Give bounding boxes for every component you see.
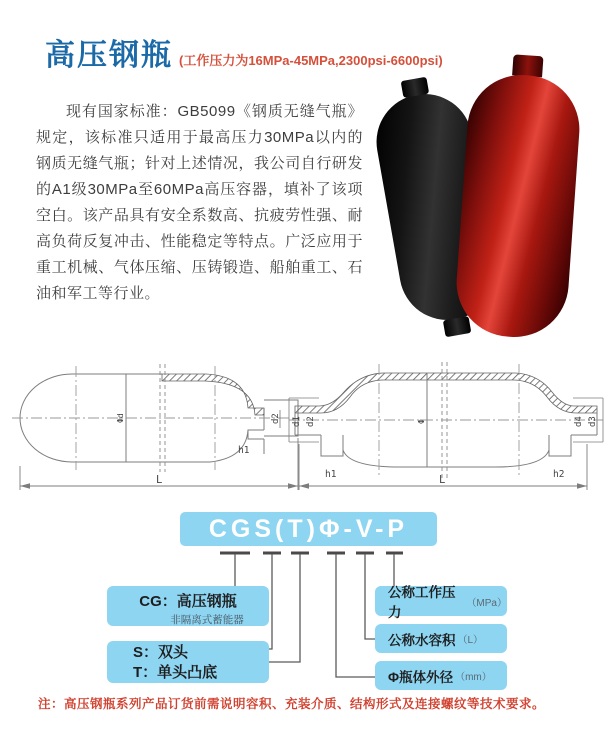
- red-cylinder-top-neck: [512, 54, 543, 77]
- dim-label-length: L: [156, 474, 163, 486]
- model-code-box: CGS(T)Φ-V-P: [180, 512, 437, 546]
- legend-volume-unit: （L）: [457, 635, 484, 646]
- dim-label-h1: h1: [325, 469, 337, 480]
- product-photo: [370, 55, 610, 355]
- intro-paragraph: 现有国家标准：GB5099《钢质无缝气瓶》规定，该标准只适用于最高压力30MPa以内的钢质无缝气瓶；针对上述情况，我公司自行研发的A1级30MPa至60MPa高压容器，填补了该项空白。该产品具有安全系数高、抗疲劳性强、耐高负荷反复冲击、性能稳定等特点。广泛应用于重工机械、气体压缩、压铸锻造、船舶重工、石油和军工等行业。: [36, 103, 363, 302]
- page-title: 高压钢瓶: [45, 39, 173, 72]
- pressure-range-subtitle: (工作压力为16MPa-45MPa,2300psi-6600psi): [179, 53, 443, 68]
- legend-cg-box: [107, 586, 269, 626]
- legend-diameter-box: [375, 661, 507, 690]
- legend-t-line: T：单头凸底: [133, 664, 218, 681]
- diagram-single-neck-cylinder: [10, 356, 302, 501]
- dim-label-d2: d2: [271, 413, 281, 424]
- legend-volume-box: [375, 624, 507, 653]
- legend-diameter-label: Φ瓶体外径: [388, 669, 454, 685]
- dim-label-length: L: [439, 474, 446, 486]
- dim-label-h2: h2: [553, 469, 565, 480]
- legend-cg-subtitle: 非隔离式蓄能器: [170, 614, 244, 626]
- legend-pressure-label: 公称工作压力: [388, 585, 456, 620]
- wall-hatch: [162, 374, 264, 415]
- dim-label-d3: d3: [588, 416, 598, 427]
- order-note: 注：高压钢瓶系列产品订货前需说明容积、充装介质、结构形式及连接螺纹等技术要求。: [38, 697, 546, 711]
- dim-label-d1: d1: [292, 416, 302, 427]
- dim-label-h1: h1: [238, 445, 250, 456]
- diagram-double-neck-cylinder: [287, 350, 605, 502]
- dim-label-d2: d2: [306, 416, 316, 427]
- dim-label-diameter: Φ: [417, 419, 426, 424]
- red-cylinder-body: [453, 71, 583, 340]
- legend-cg-title: CG：高压钢瓶: [139, 593, 237, 610]
- red-cylinder-image: [453, 71, 583, 340]
- legend-pressure-unit: （MPa）: [466, 597, 507, 609]
- dim-label-diameter: Φd: [116, 413, 125, 423]
- wall-hatch: [295, 373, 597, 413]
- legend-s-line: S：双头: [133, 644, 189, 661]
- legend-volume-label: 公称水容积: [388, 632, 456, 648]
- legend-pressure-box: [375, 585, 507, 620]
- dim-label-d4: d4: [574, 416, 584, 427]
- legend-st-box: [107, 641, 269, 683]
- legend-diameter-unit: （mm）: [455, 672, 492, 683]
